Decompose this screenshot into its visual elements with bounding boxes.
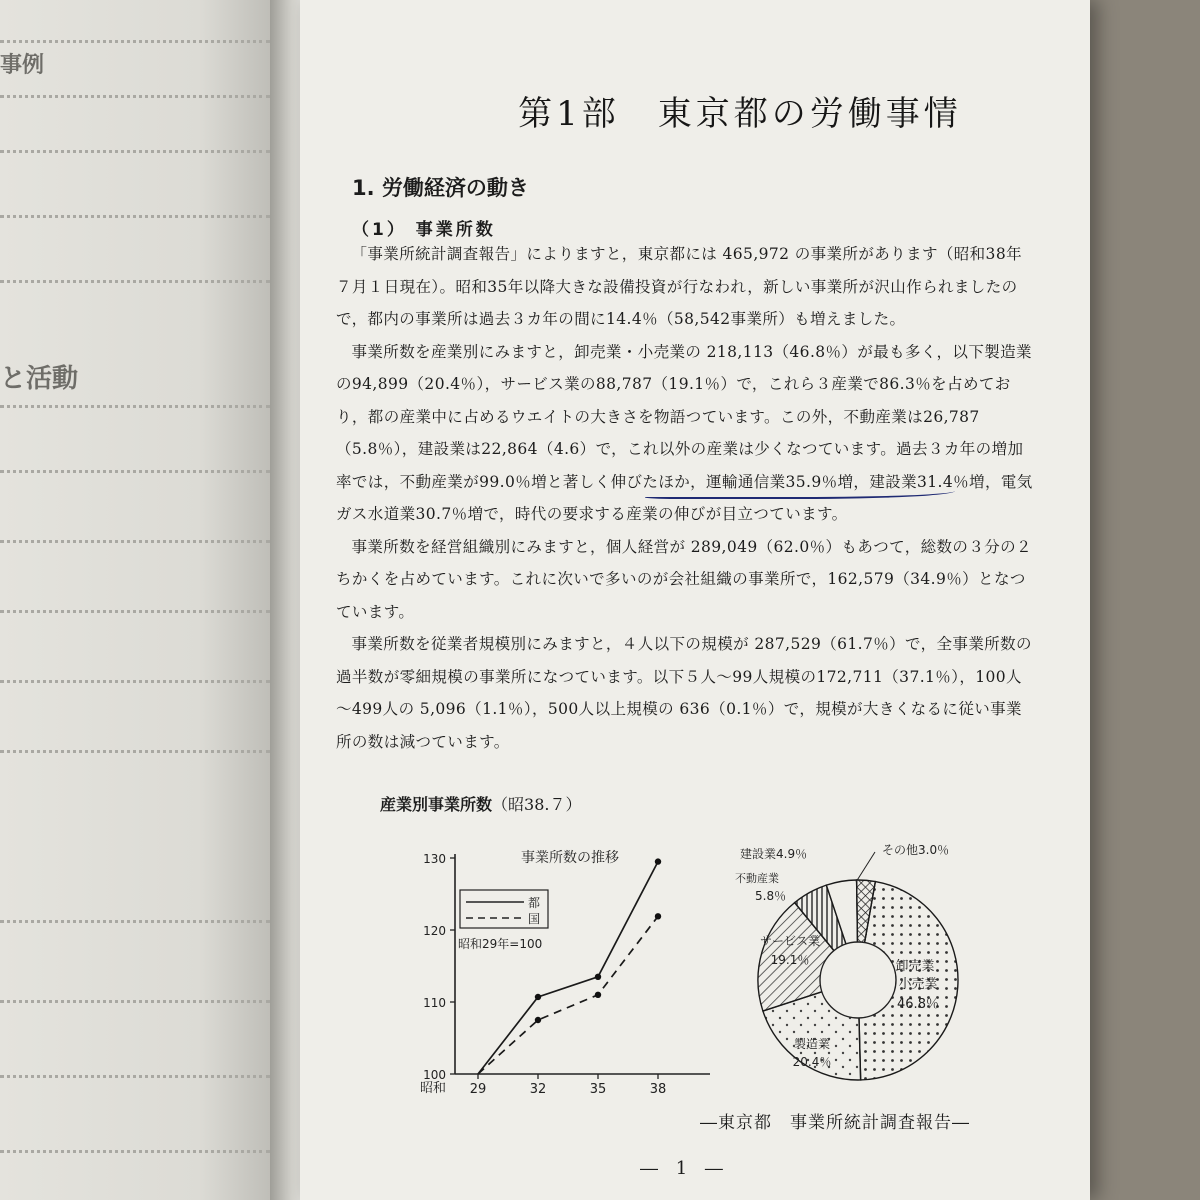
data-point <box>535 994 541 1000</box>
leader-line <box>0 750 270 753</box>
chart-caption <box>380 792 581 815</box>
charts <box>420 840 980 1110</box>
pie-label: 製造業 <box>793 1037 831 1051</box>
leader-line <box>0 680 270 683</box>
y-tick-label: 120 <box>423 924 446 938</box>
pie-label: その他3.0％ <box>882 843 950 857</box>
pie-center <box>820 942 896 1018</box>
legend-label: 国 <box>528 912 541 926</box>
leader-line <box>0 405 270 408</box>
page-number: ― 1 ― <box>640 1158 729 1179</box>
paragraph: 事業所数を従業者規模別にみますと，４人以下の規模が 287,529（61.7％）で，全事業所数の過半数が零細規模の事業所になつています。以下５人～99人規模の172,711（37.1％），100人～499人の 5,096（1.1％），500人以上規模の 636（0.1％）で，規模が大きくなるに従い事業所の数は減つています。 <box>336 635 1032 751</box>
left-page-fragment: と活動 <box>0 364 79 394</box>
line-chart <box>420 849 710 1097</box>
page-title: 第1部 東京都の労働事情 <box>518 94 962 134</box>
chart-caption-title: 産業別事業所数 <box>380 795 493 814</box>
data-point <box>655 858 661 864</box>
chart-legend <box>458 890 548 951</box>
paragraph: 事業所数を経営組織別にみますと，個人経営が 289,049（62.0％）もあつて，総数の３分の２ちかくを占めています。これに次いで多いのが会社組織の事業所で，162,579（34.9％）となつています。 <box>336 537 1032 621</box>
pie-leader-line <box>856 852 875 882</box>
data-point <box>595 974 601 980</box>
chart-caption-date: （昭38.７） <box>492 795 582 814</box>
pie-label: 不動産業 <box>735 872 779 885</box>
line-chart-title: 事業所数の推移 <box>521 850 619 866</box>
pie-label: サービス業 <box>759 934 821 948</box>
x-tick-label: 29 <box>469 1082 487 1097</box>
legend-note: 昭和29年=100 <box>458 937 543 951</box>
pie-label: 19.1％ <box>770 953 810 967</box>
leader-line <box>0 610 270 613</box>
data-point <box>655 913 661 919</box>
leader-line <box>0 150 270 153</box>
pie-label: 卸売業 <box>895 959 935 974</box>
pie-label: 20.4％ <box>792 1055 832 1069</box>
leader-line <box>0 920 270 923</box>
left-page <box>0 0 285 1200</box>
leader-line <box>0 1075 270 1078</box>
y-tick-label: 110 <box>423 996 446 1010</box>
paragraph: 事業所数を産業別にみますと，卸売業・小売業の 218,113（46.8％）が最も多く，以下製造業の94,899（20.4％），サービス業の88,787（19.1％）で，これら３産業で86.3％を占めており，都の産業中に占めるウエイトの大きさを物語つています。この外，不動産業は26,787（5.8％），建設業は22,864（4.6）で，これ以外の産業は少くなつています。過去３カ年の増加率では，不動産業が99.0％増と著しく伸びたほか，運輸通信業35.9％増，建設業31.4％増，電気ガス水道業30.7％増で，時代の要求する産業の伸びが目立つています。 <box>336 342 1033 523</box>
leader-line <box>0 1150 270 1153</box>
pie-label: 46.8％ <box>897 997 939 1012</box>
y-tick-label: 130 <box>423 852 446 866</box>
leader-line <box>0 540 270 543</box>
y-tick-label: 100 <box>423 1068 446 1082</box>
x-tick-label: 35 <box>589 1082 607 1097</box>
pie-label: 5.8％ <box>755 889 787 903</box>
pie-chart <box>735 842 958 1080</box>
leader-line <box>0 470 270 473</box>
x-tick-label: 32 <box>529 1082 547 1097</box>
right-page <box>300 0 1090 1200</box>
subsection-heading: （1） 事業所数 <box>352 220 496 240</box>
leader-line <box>0 215 270 218</box>
paragraph: 「事業所統計調査報告」によりますと，東京都には 465,972 の事業所があります（昭和38年７月１日現在）。昭和35年以降大きな設備投資が行なわれ，新しい事業所が沢山作られましたので，都内の事業所は過去３カ年の間に14.4％（58,542事業所）も増えました。 <box>336 245 1022 328</box>
x-tick-label: 38 <box>649 1082 667 1097</box>
source-note: ―東京都 事業所統計調査報告― <box>700 1113 970 1133</box>
data-point <box>535 1017 541 1023</box>
leader-line <box>0 40 270 43</box>
data-point <box>595 992 601 998</box>
pie-label: 建設業4.9％ <box>740 847 808 861</box>
pie-label: 小売業 <box>898 977 938 992</box>
leader-line <box>0 280 270 283</box>
x-axis-prefix: 昭和 <box>420 1081 447 1096</box>
leader-line <box>0 95 270 98</box>
series-line-都 <box>478 862 658 1074</box>
pen-underline <box>645 483 955 499</box>
legend-label: 都 <box>528 896 541 910</box>
section-heading: 1. 労働経済の動き <box>352 176 529 200</box>
left-page-fragment: 事例 <box>0 53 45 78</box>
leader-line <box>0 1000 270 1003</box>
